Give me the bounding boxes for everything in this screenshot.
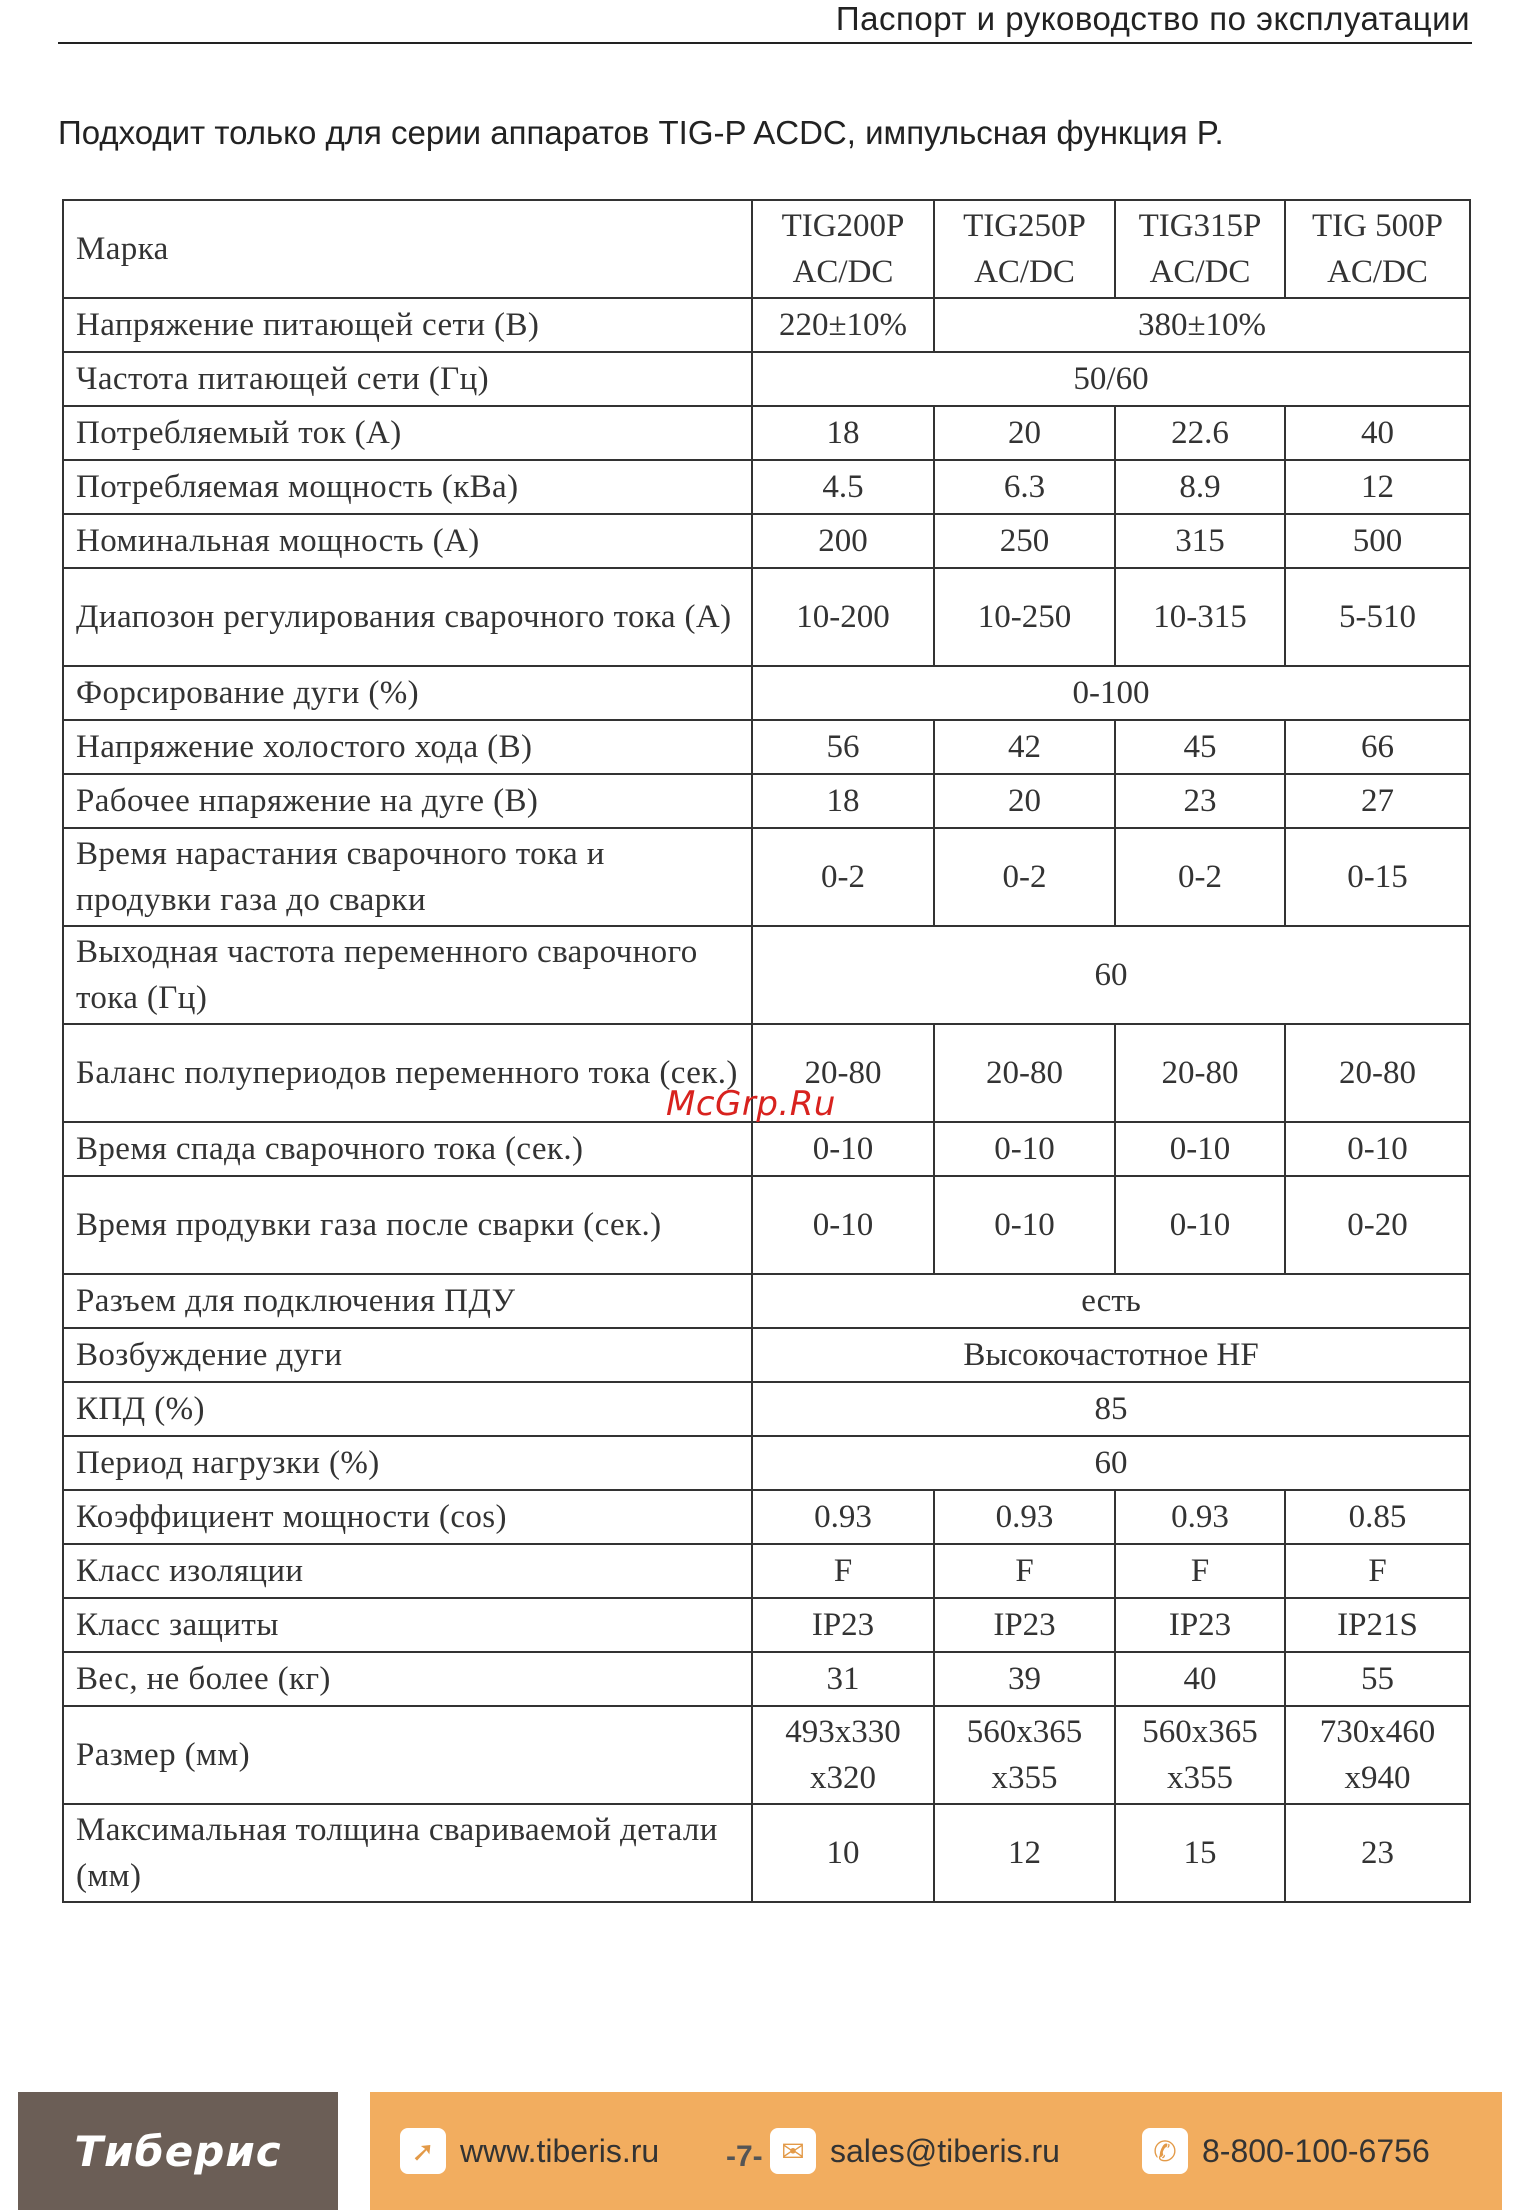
row-label: Номинальная мощность (А) [63, 514, 752, 568]
table-row [63, 720, 1470, 774]
logo-text: Тиберис [74, 2126, 282, 2176]
table-row [63, 406, 1470, 460]
row-label: Потребляемая мощность (кВа) [63, 460, 752, 514]
row-value: 31 [752, 1652, 934, 1706]
table-row [63, 298, 1470, 352]
table-row [63, 828, 1470, 926]
envelope-icon: ✉ [770, 2128, 816, 2174]
row-label: Коэффициент мощности (cos) [63, 1490, 752, 1544]
model-header [1115, 200, 1285, 298]
model-name: TIG200P [781, 208, 905, 244]
phone-link[interactable] [1142, 2092, 1430, 2210]
page-header-title: Паспорт и руководство по эксплуатации [835, 0, 1470, 37]
table-row [63, 1544, 1470, 1598]
row-value: 0-10 [1115, 1176, 1285, 1274]
row-value: 85 [752, 1382, 1470, 1436]
row-label: Разъем для подключения ПДУ [63, 1274, 752, 1328]
row-value: 200 [752, 514, 934, 568]
row-value: 23 [1285, 1804, 1470, 1902]
spec-table [62, 199, 1471, 1903]
website-text: www.tiberis.ru [460, 2132, 660, 2169]
row-value: 27 [1285, 774, 1470, 828]
row-value: 23 [1115, 774, 1285, 828]
table-row [63, 926, 1470, 1024]
email-text: sales@tiberis.ru [830, 2132, 1060, 2169]
table-header-label: Марка [63, 200, 752, 298]
website-link[interactable] [400, 2092, 659, 2210]
row-value: 60 [752, 926, 1470, 1024]
row-value: 0-2 [1115, 828, 1285, 926]
row-label: Напряжение холостого хода (В) [63, 720, 752, 774]
table-row [63, 666, 1470, 720]
row-label: Диапозон регулирования сварочного тока (А) [63, 568, 752, 666]
row-label: Потребляемый ток (А) [63, 406, 752, 460]
model-name: TIG250P [963, 208, 1086, 244]
table-row [63, 1652, 1470, 1706]
row-label: Баланс полупериодов переменного тока (сек.) [63, 1024, 752, 1122]
row-value: 220±10% [752, 298, 934, 352]
row-value: 0.93 [752, 1490, 934, 1544]
table-row [63, 1122, 1470, 1176]
row-label: КПД (%) [63, 1382, 752, 1436]
row-label: Время продувки газа после сварки (сек.) [63, 1176, 752, 1274]
email-link[interactable] [770, 2092, 1060, 2210]
model-name: TIG315P [1138, 208, 1262, 244]
row-label: Время нарастания сварочного тока и продувки газа до сварки [63, 828, 752, 926]
row-value: 5-510 [1285, 568, 1470, 666]
row-value: 50/60 [752, 352, 1470, 406]
row-value: 0-2 [934, 828, 1115, 926]
row-value: 560x365 x355 [934, 1706, 1115, 1804]
row-label: Рабочее нпаряжение на дуге (В) [63, 774, 752, 828]
row-label: Класс изоляции [63, 1544, 752, 1598]
row-label: Класс защиты [63, 1598, 752, 1652]
row-value: 20-80 [752, 1024, 934, 1122]
row-value: 0-10 [934, 1122, 1115, 1176]
table-row [63, 1598, 1470, 1652]
row-label: Время спада сварочного тока (сек.) [63, 1122, 752, 1176]
model-type: AC/DC [792, 254, 894, 290]
row-value: 0.93 [1115, 1490, 1285, 1544]
table-row [63, 1804, 1470, 1902]
row-value: F [752, 1544, 934, 1598]
row-value: 10-315 [1115, 568, 1285, 666]
row-value: 56 [752, 720, 934, 774]
row-value: 20-80 [934, 1024, 1115, 1122]
watermark-text: McGrp.Ru [666, 1084, 836, 1124]
row-value: 15 [1115, 1804, 1285, 1902]
table-row [63, 1274, 1470, 1328]
row-value: IP23 [752, 1598, 934, 1652]
row-value: IP23 [1115, 1598, 1285, 1652]
header-divider [58, 42, 1472, 44]
table-row [63, 568, 1470, 666]
row-value: 20-80 [1115, 1024, 1285, 1122]
row-value: 60 [752, 1436, 1470, 1490]
model-header [752, 200, 934, 298]
row-value: 4.5 [752, 460, 934, 514]
row-value: 66 [1285, 720, 1470, 774]
row-value: 0.85 [1285, 1490, 1470, 1544]
row-value: 0-10 [752, 1176, 934, 1274]
row-value: 380±10% [934, 298, 1470, 352]
row-value: F [934, 1544, 1115, 1598]
row-value: 0-20 [1285, 1176, 1470, 1274]
table-row [63, 460, 1470, 514]
row-label: Выходная частота переменного сварочного тока (Гц) [63, 926, 752, 1024]
row-value: 250 [934, 514, 1115, 568]
row-value: 6.3 [934, 460, 1115, 514]
cursor-icon: ➚ [400, 2128, 446, 2174]
model-type: AC/DC [1149, 254, 1251, 290]
row-value: 10 [752, 1804, 934, 1902]
row-value: 40 [1285, 406, 1470, 460]
row-value: 0.93 [934, 1490, 1115, 1544]
row-label: Частота питающей сети (Гц) [63, 352, 752, 406]
row-value: есть [752, 1274, 1470, 1328]
row-value: 10-200 [752, 568, 934, 666]
row-value: 0-2 [752, 828, 934, 926]
footer-contact-bar [370, 2092, 1502, 2210]
row-label: Размер (мм) [63, 1706, 752, 1804]
phone-text: 8-800-100-6756 [1202, 2132, 1430, 2169]
row-value: 8.9 [1115, 460, 1285, 514]
row-value: IP23 [934, 1598, 1115, 1652]
row-value: Высокочастотное HF [752, 1328, 1470, 1382]
row-value: 22.6 [1115, 406, 1285, 460]
row-value: 20 [934, 406, 1115, 460]
table-row [63, 1436, 1470, 1490]
row-value: 0-15 [1285, 828, 1470, 926]
intro-text: Подходит только для серии аппаратов TIG-P ACDC, импульсная функция P. [58, 114, 1224, 151]
row-value: 12 [1285, 460, 1470, 514]
row-value: 0-10 [934, 1176, 1115, 1274]
table-row [63, 1490, 1470, 1544]
row-value: F [1115, 1544, 1285, 1598]
row-label: Возбуждение дуги [63, 1328, 752, 1382]
table-row [63, 1706, 1470, 1804]
model-type: AC/DC [974, 254, 1075, 290]
model-header [934, 200, 1115, 298]
page-number: -7- [726, 2140, 763, 2173]
model-name: TIG 500P [1311, 208, 1444, 244]
table-row [63, 774, 1470, 828]
row-value: 20 [934, 774, 1115, 828]
row-value: 39 [934, 1652, 1115, 1706]
row-value: 12 [934, 1804, 1115, 1902]
row-value: 10-250 [934, 568, 1115, 666]
row-label: Максимальная толщина свариваемой детали (мм) [63, 1804, 752, 1902]
row-value: 493x330 x320 [752, 1706, 934, 1804]
table-row [63, 1328, 1470, 1382]
row-value: 42 [934, 720, 1115, 774]
model-header [1285, 200, 1470, 298]
row-value: 0-10 [1115, 1122, 1285, 1176]
row-value: 18 [752, 774, 934, 828]
row-value: 500 [1285, 514, 1470, 568]
row-value: 55 [1285, 1652, 1470, 1706]
row-label: Период нагрузки (%) [63, 1436, 752, 1490]
phone-icon: ✆ [1142, 2128, 1188, 2174]
row-label: Вес, не более (кг) [63, 1652, 752, 1706]
row-label: Форсирование дуги (%) [63, 666, 752, 720]
table-row [63, 1382, 1470, 1436]
row-value: 560x365 x355 [1115, 1706, 1285, 1804]
company-logo [18, 2092, 338, 2210]
row-value: 730x460 x940 [1285, 1706, 1470, 1804]
row-value: 0-10 [1285, 1122, 1470, 1176]
table-row [63, 514, 1470, 568]
row-value: 20-80 [1285, 1024, 1470, 1122]
model-type: AC/DC [1327, 254, 1428, 290]
row-value: 45 [1115, 720, 1285, 774]
row-value: 0-100 [752, 666, 1470, 720]
row-value: 40 [1115, 1652, 1285, 1706]
row-label: Напряжение питающей сети (В) [63, 298, 752, 352]
table-header-row [63, 200, 1470, 298]
row-value: 0-10 [752, 1122, 934, 1176]
row-value: IP21S [1285, 1598, 1470, 1652]
table-row [63, 1176, 1470, 1274]
row-value: F [1285, 1544, 1470, 1598]
table-row [63, 352, 1470, 406]
row-value: 315 [1115, 514, 1285, 568]
row-value: 18 [752, 406, 934, 460]
